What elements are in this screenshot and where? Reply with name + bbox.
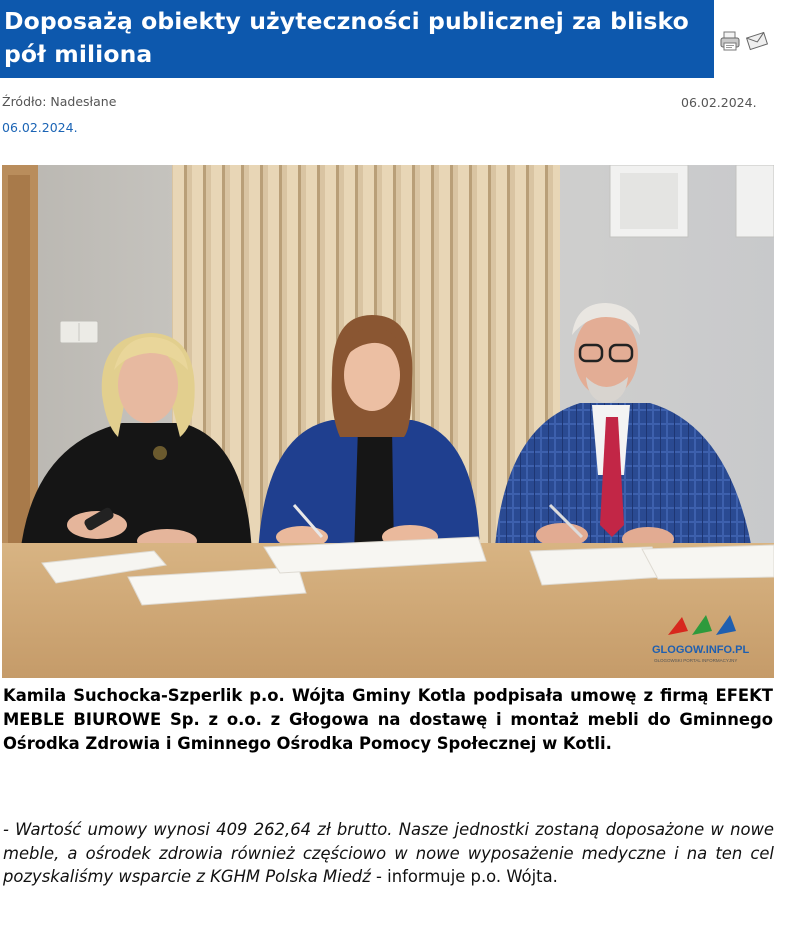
publish-date: 06.02.2024. (681, 95, 757, 110)
print-icon[interactable] (719, 30, 741, 52)
article-title: Doposażą obiekty użyteczności publicznej za blisko pół miliona (4, 7, 689, 68)
article-title-bar (0, 0, 714, 78)
article-photo (2, 165, 774, 678)
body-quote: - Wartość umowy wynosi 409 262,64 zł brutto. Nasze jednostki zostaną doposażone w nowe meble, a ośrodek zdrowia również częściowo w nowe wyposażenie medyczne i na ten cel pozyskaliśmy wsparcie z KGHM Polska Miedź (3, 820, 774, 887)
watermark-text: GLOGOW.INFO.PL (652, 644, 750, 656)
article-lead: Kamila Suchocka-Szperlik p.o. Wójta Gminy Kotla podpisała umowę z firmą EFEKT MEBLE BIUROWE Sp. z o.o. z Głogowa na dostawę i montaż mebli do Gminnego Ośrodka Zdrowia i Gminnego Ośrodka Pomocy Społecznej w Kotli. (3, 686, 773, 753)
article-body (3, 818, 774, 889)
source-value: Nadesłane (50, 94, 117, 109)
watermark-subtext: GŁOGOWSKI PORTAL INFORMACYJNY (654, 658, 738, 663)
date-link[interactable]: 06.02.2024. (2, 120, 78, 135)
photo-illustration (2, 165, 774, 678)
article-tools (719, 30, 768, 52)
source-label: Źródło: (2, 94, 47, 109)
article-source (2, 94, 116, 109)
email-icon[interactable] (746, 30, 768, 52)
body-attribution: - informuje p.o. Wójta. (370, 867, 558, 887)
